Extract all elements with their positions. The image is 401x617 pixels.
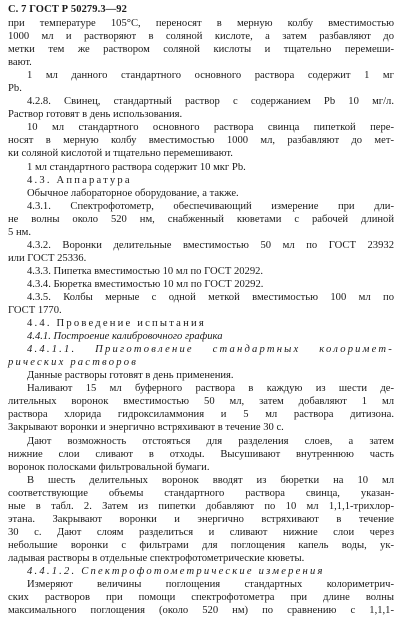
text-line: Измеряют величины поглощения стандартных колориметрич- bbox=[27, 579, 394, 591]
subsection-heading: 4.4.1.2. Спектрофотометрические измерения bbox=[27, 565, 325, 577]
text-line: или ГОСТ 25336. bbox=[8, 252, 87, 264]
section-heading: 4.4. Проведение испытания bbox=[27, 318, 206, 330]
text-line: вают. bbox=[8, 57, 32, 69]
text-line: воронок полосками фильтровальной бумаги. bbox=[8, 461, 210, 473]
text-line: Раствор готовят в день использования. bbox=[8, 109, 183, 121]
subsection-heading: 4.4.1.1. Приготовление стандартных колоримет- bbox=[27, 344, 394, 356]
text-line: ских растворов при помощи спектрофотометра при длине волны bbox=[8, 592, 394, 604]
text-line: небольшие воронки с фильтрами для поглощения капель воды, ук- bbox=[8, 539, 394, 551]
text-line: 4.3.3. Пипетка вместимостью 10 мл по ГОСТ 20292. bbox=[27, 265, 264, 277]
text-line: метки тем же раствором соляной кислоты и тщательно перемеши- bbox=[8, 44, 394, 56]
section-heading: 4.3. Аппаратура bbox=[27, 174, 132, 186]
text-line: ГОСТ 1770. bbox=[8, 305, 62, 317]
text-line: соответствующие объемы стандартного раствора свинца, указан- bbox=[8, 487, 394, 499]
text-line: ладывая растворы в отдельные спектрофотометрические кюветы. bbox=[8, 552, 305, 564]
text-line: 4.3.4. Бюретка вместимостью 10 мл по ГОСТ 20292. bbox=[27, 278, 264, 290]
text-line: Обычное лабораторное оборудование, а также. bbox=[27, 187, 239, 199]
text-line: 4.3.1. Спектрофотометр, обеспечивающий измерение при дли- bbox=[27, 200, 394, 212]
text-line: В шесть делительных воронок вводят из бюретки на 10 мл bbox=[27, 474, 394, 486]
text-line: 4.2.8. Свинец, стандартный раствор с содержанием Pb 10 мг/л. bbox=[27, 96, 394, 108]
text-line: нижние слои сливают в отходы. Высушивают внутреннюю часть bbox=[8, 448, 394, 460]
page-header: С. 7 ГОСТ Р 50279.3—92 bbox=[8, 4, 127, 15]
text-line: 1 мл данного стандартного основного раствора содержит 1 мг bbox=[27, 70, 394, 82]
text-line: Pb. bbox=[8, 83, 22, 95]
subsection-heading: 4.4.1. Построение калибровочного графика bbox=[27, 331, 223, 343]
text-line: лительных воронок вместимостью 50 мл, затем добавляют 1 мл bbox=[8, 396, 394, 408]
text-line: максимального поглощения (около 520 нм) по сравнению с 1,1,1- bbox=[8, 605, 394, 617]
text-line: Дают возможность отстояться для разделения слоев, а затем bbox=[27, 435, 394, 447]
text-line: 1000 мл и растворяют в соляной кислоте, а затем разбавляют до bbox=[8, 31, 394, 43]
text-line: 10 мл стандартного основного раствора свинца пипеткой пере- bbox=[27, 122, 394, 134]
text-line: при температуре 105°С, переносят в мерную колбу вместимостью bbox=[8, 18, 394, 29]
text-line: Данные растворы готовят в день применения. bbox=[27, 370, 234, 382]
text-line: не волны около 520 нм, снабженный кюветами с рабочей длиной bbox=[8, 213, 394, 225]
text-line: ки соляной кислотой и тщательно перемешивают. bbox=[8, 148, 233, 160]
text-line: носят в мерную колбу вместимостью 1000 мл, разбавляют до мет- bbox=[8, 135, 394, 147]
subsection-heading: рических растворов bbox=[8, 357, 139, 369]
document-body bbox=[8, 17, 394, 617]
text-line: раствора хлорида гидроксиламмония и 5 мл раствора дитизона. bbox=[8, 409, 394, 421]
text-line: 4.3.2. Воронки делительные вместимостью 50 мл по ГОСТ 23932 bbox=[27, 239, 394, 251]
text-line: ные в табл. 2. Затем из пипетки добавляют по 10 мл 1,1,1-трихлор- bbox=[8, 500, 394, 512]
text-line: 5 нм. bbox=[8, 226, 31, 238]
text-line: 4.3.5. Колбы мерные с одной меткой вместимостью 100 мл по bbox=[27, 291, 394, 303]
text-line: 30 с. Дают слоям разделиться и сливают нижние слои через bbox=[8, 526, 394, 538]
text-line: 1 мл стандартного раствора содержит 10 мкг Pb. bbox=[27, 161, 246, 173]
text-line: Закрывают воронки и энергично встряхивают в течение 30 с. bbox=[8, 422, 284, 434]
text-line: этана. Закрывают воронки и энергично встряхивают в течение bbox=[8, 513, 394, 525]
text-line: Наливают 15 мл буферного раствора в каждую из шести де- bbox=[27, 383, 394, 395]
